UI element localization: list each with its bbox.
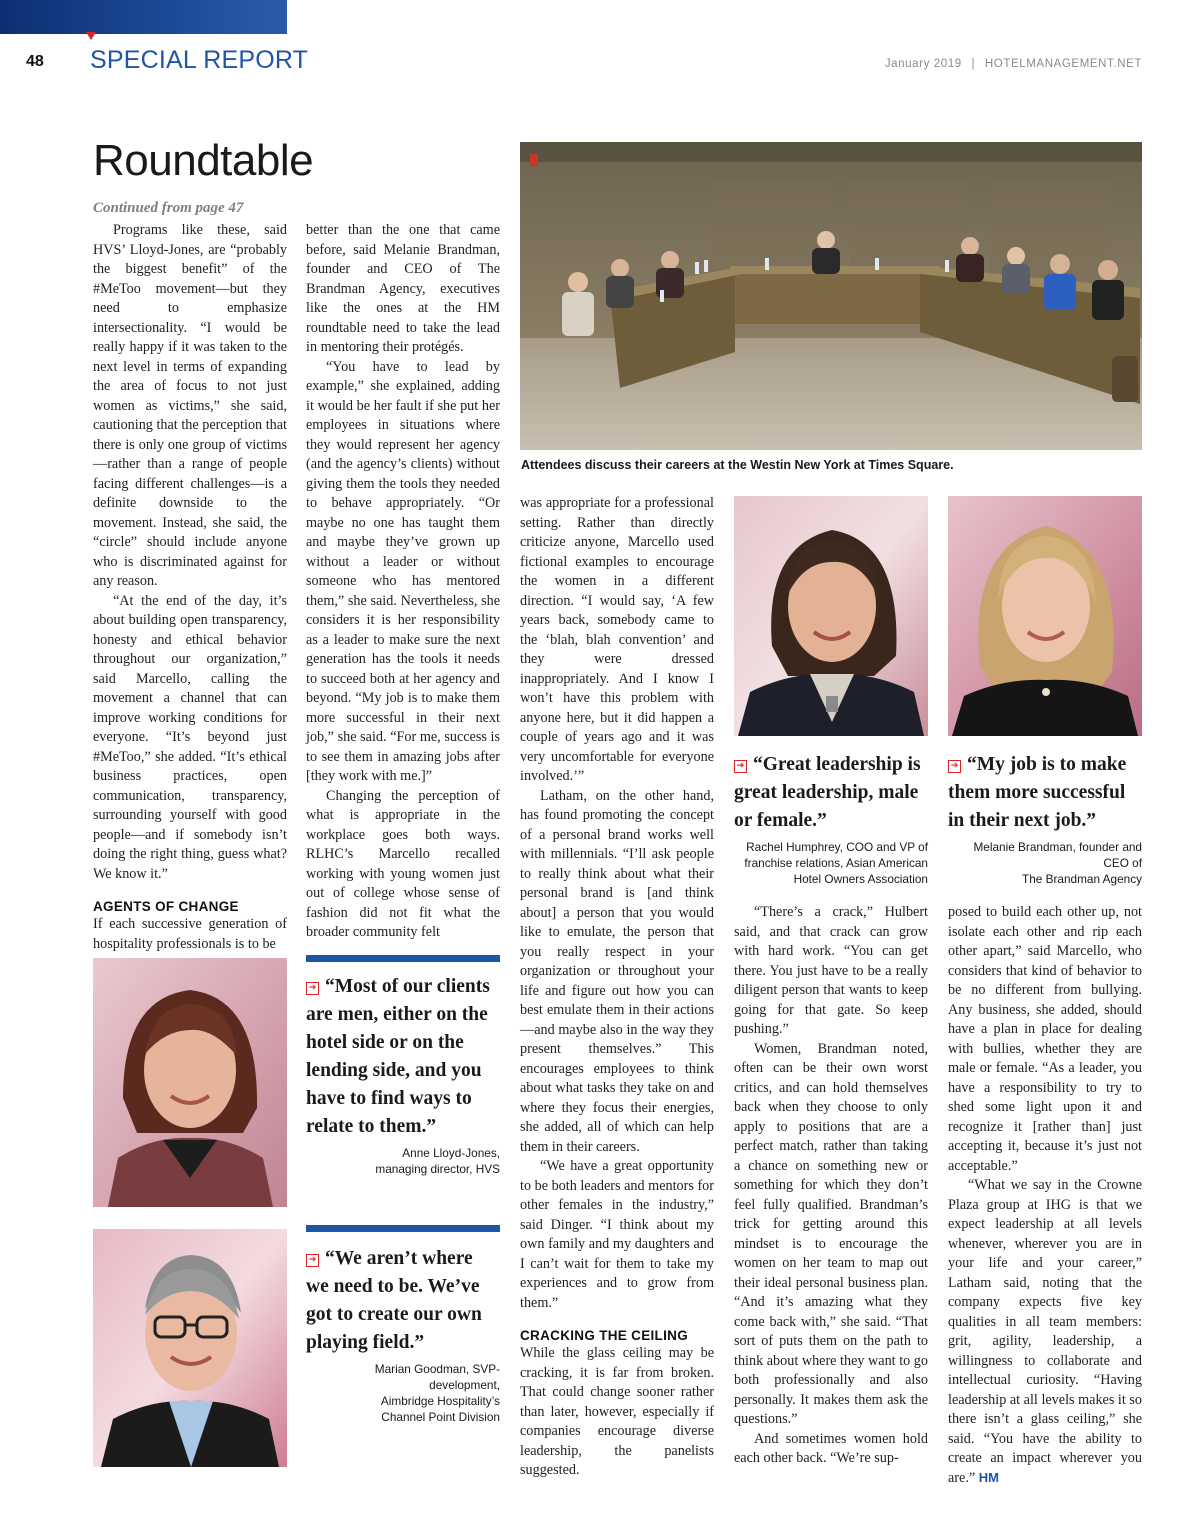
pull-quote-attribution (306, 1145, 500, 1177)
paragraph: If each successive generation of hospitality professionals is to be (93, 916, 287, 952)
portrait-anne-lloyd-jones (93, 958, 287, 1207)
text-column-5 (948, 903, 1142, 1488)
header-red-marker (86, 32, 96, 40)
article-headline: Roundtable (93, 136, 314, 185)
portrait-image (93, 1229, 287, 1467)
paragraph: “You have to lead by example,” she explained, adding it would be her fault if she put her employees in situations where they would represent her agency (and the agency’s clients) without giving them the tools they needed to behave appropriately. “Or maybe no one has taught them and maybe they’ve grown up without a leader or without someone who has mentored them,” she said. Nevertheless, she considers it is her responsibility as a leader to make sure the next generation has the tools it needs to succeed both at her agency and beyond. “My job is to make them more successful in their next job,” she said. “For me, success is to see them in amazing jobs after [they work with me.]” (306, 358, 500, 784)
pull-quote-rule (306, 955, 500, 962)
text-column-3 (520, 494, 714, 1481)
portrait-melanie-brandman (948, 496, 1142, 736)
roundtable-scene (520, 142, 1142, 450)
quote-text: “My job is to make them more successful in their next job.” (948, 754, 1127, 831)
subhead-agents-of-change: AGENTS OF CHANGE (93, 899, 239, 914)
attribution-line: Marian Goodman, SVP-development, (374, 1362, 500, 1392)
attribution-line: Channel Point Division (381, 1410, 500, 1424)
paragraph: Women, Brandman noted, often can be their own worst critics, and can hold themselves back when they choose to only apply to positions that are a perfect match, rather than taking a chance on something new or something for which they don’t feel fully qualified. Brandman’s trick for getting around this mindset is to encourage the women on her team to map out their ideal personal business plan. “And it’s amazing what they come back with,” she said. “That sort of puts them on the path to think about where they want to go both professionally and also personally. It makes them ask the questions.” (734, 1040, 928, 1427)
portrait-marian-goodman (93, 1229, 287, 1467)
pull-quote-text (306, 973, 500, 1141)
arrow-icon: ➔ (306, 982, 319, 995)
pull-quote-text (734, 751, 928, 835)
pull-quote-brandman (948, 751, 1142, 887)
portrait-image (93, 958, 287, 1207)
pull-quote-rule (306, 1225, 500, 1232)
paragraph (948, 1176, 1142, 1488)
paragraph: was appropriate for a professional setting. Rather than directly criticize anyone, Marcello used fictional examples to encourage the women in a different direction. “I would say, ‘A few years back, somebody came to the ‘blah, blah convention’ and they were dressed inappropriately. And I know I won’t have this problem with anyone here, but it did happen a couple of years ago and it was very uncomfortable for everyone involved.’” (520, 495, 714, 784)
pull-quote-attribution (948, 839, 1142, 887)
paragraph: While the glass ceiling may be cracking, it is far from broken. That could change sooner rather than later, however, especially if companies encourage diverse leadership, the panelists suggested. (520, 1345, 714, 1478)
quote-text: “Great leadership is great leadership, male or female.” (734, 754, 921, 831)
end-mark: HM (978, 1469, 999, 1485)
attribution-line: Anne Lloyd-Jones, (402, 1146, 500, 1160)
paragraph: Latham, on the other hand, has found promoting the concept of a personal brand works well with millennials. “I’ll ask people to really think about what their personal brand is [and think about] a person that you would like to emulate, the person that you really respect in your organization or throughout your life and figure out how you can best emulate them in their actions—and maybe also in the way they present themselves.” This encourages employees to think about what tasks they take on and where they focus their energies, she added, all of which can help them in their careers. (520, 787, 714, 1155)
pull-quote-humphrey (734, 751, 928, 887)
photo-caption: Attendees discuss their careers at the Westin New York at Times Square. (521, 458, 954, 472)
paragraph: And sometimes women hold each other back. “We’re sup- (734, 1430, 928, 1466)
attribution-line: Melanie Brandman, founder and CEO of (973, 840, 1142, 870)
paragraph: posed to build each other up, not isolate each other and rip each other apart,” said Marcello, who considers that kind of behavior to be no different from bullying. Any business, she added, should have a plan in place for dealing with bullies, whether they are male or female. “As a leader, you have a responsibility to try to shed some light upon it and recognize it [rather than] just accepting it, because it’s just not acceptable.” (948, 904, 1142, 1174)
issue-date: January 2019 (884, 58, 962, 70)
paragraph-text: “What we say in the Crowne Plaza group at IHG is that we expect leadership at all levels whenever, wherever you are in your life and your career,” Latham said, noting that the company expects five key qualities in all team members: grit, agility, leadership, a willingness to collaborate and intellectual curiosity. “Having leadership at all levels makes it so there isn’t a glass ceiling,” she said. “You have the ability to create an impact wherever you are.” (948, 1177, 1142, 1486)
text-column-4 (734, 903, 928, 1469)
portrait-image (734, 496, 928, 736)
text-column-1 (93, 221, 287, 954)
site-name: HOTELMANAGEMENT.NET (984, 58, 1142, 70)
pull-quote-attribution (734, 839, 928, 887)
subhead-cracking-the-ceiling: CRACKING THE CEILING (520, 1328, 688, 1343)
arrow-icon: ➔ (948, 760, 961, 773)
quote-text: “Most of our clients are men, either on the hotel side or on the lending side, and you have to find ways to relate to them.” (306, 976, 490, 1137)
quote-text: “We aren’t where we need to be. We’ve got to create our own playing field.” (306, 1248, 482, 1353)
attribution-line: Hotel Owners Association (793, 872, 928, 886)
attribution-line: Aimbridge Hospitality’s (380, 1394, 500, 1408)
arrow-icon: ➔ (306, 1254, 319, 1267)
section-label: SPECIAL REPORT (90, 46, 309, 74)
page-number: 48 (26, 53, 44, 70)
header-color-bar (0, 0, 287, 34)
text-column-2 (306, 221, 500, 943)
attribution-line: managing director, HVS (375, 1162, 500, 1176)
portrait-rachel-humphrey (734, 496, 928, 736)
pull-quote-goodman (306, 1245, 500, 1425)
paragraph: better than the one that came before, said Melanie Brandman, founder and CEO of The Brandman Agency, executives like the ones at the HM roundtable need to take the lead in mentoring their protégés. (306, 222, 500, 355)
paragraph: Programs like these, said HVS’ Lloyd-Jones, are “probably the biggest benefit” of the #MeToo movement—but they need to emphasize intersectionality. “I would be really happy if it was taken to the next level in terms of expanding the area of focus to not just women as victims,” she said, cautioning that the perception that there is only one group of victims—rather than a range of people facing different challenges—is a definite downside to the movement. Instead, she said, the “circle” should include anyone who is discriminated against for any reason. (93, 222, 287, 589)
paragraph: “We have a great opportunity to be both leaders and mentors for other females in the industry,” said Dinger. “I think about my own family and my daughters and I can’t wait for them to take my experiences and to grow from them.” (520, 1158, 714, 1311)
paragraph: Changing the perception of what is appropriate in the workplace goes both ways. RLHC’s Marcello recalled working with young women just out of college whose sense of fashion did not fit what the broader community felt (306, 787, 500, 940)
header-separator: | (971, 58, 976, 70)
issue-and-site (820, 58, 1142, 70)
paragraph: “At the end of the day, it’s about building open transparency, honesty and ethical behavior throughout our organization,” said Marcello, calling the movement a channel that can improve working conditions for everyone. “It’s beyond just #MeToo,” she added. “It’s ethical business practices, open communication, transparency, surrounding yourself with good people—and if somebody isn’t doing the right thing, guess what? We know it.” (93, 592, 287, 882)
continued-note: Continued from page 47 (93, 200, 244, 216)
arrow-icon: ➔ (734, 760, 747, 773)
paragraph: “There’s a crack,” Hulbert said, and that crack can grow with hard work. “You can get there. You just have to be a really diligent person that wants to keep going for that gate. So keep pushing.” (734, 904, 928, 1037)
attribution-line: Rachel Humphrey, COO and VP of (746, 840, 928, 854)
portrait-image (948, 496, 1142, 736)
attribution-line: The Brandman Agency (1021, 872, 1142, 886)
pull-quote-lloyd-jones (306, 973, 500, 1177)
roundtable-photo (520, 142, 1142, 450)
pull-quote-attribution (306, 1361, 500, 1425)
pull-quote-text (948, 751, 1142, 835)
attribution-line: franchise relations, Asian American (744, 856, 928, 870)
pull-quote-text (306, 1245, 500, 1357)
